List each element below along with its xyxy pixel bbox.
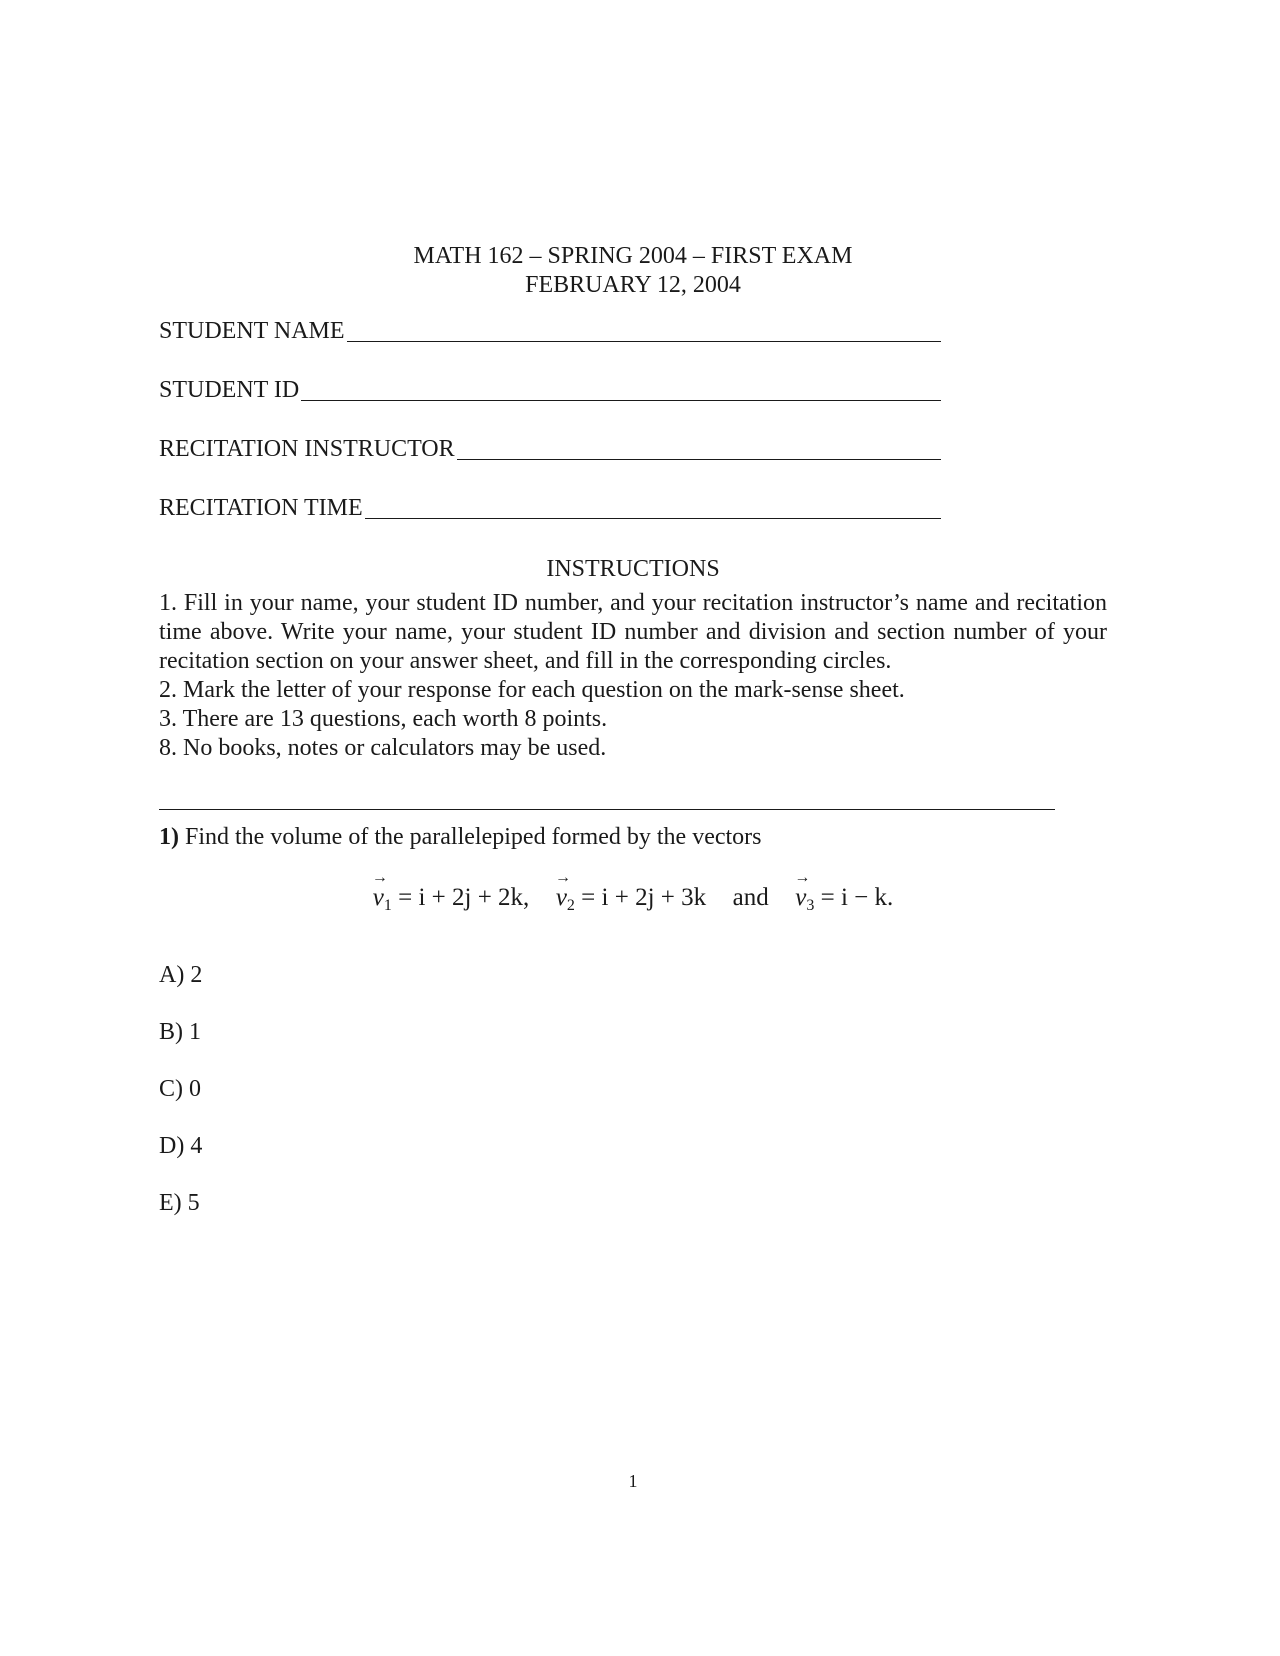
student-id-field (159, 377, 941, 404)
question-1 (159, 824, 1107, 851)
recitation-instructor-field (159, 436, 941, 463)
student-id-label: STUDENT ID (159, 377, 300, 403)
question-text: Find the volume of the parallelepiped formed by the vectors (185, 824, 762, 850)
choice-d: D) 4 (159, 1133, 203, 1159)
student-name-label: STUDENT NAME (159, 318, 345, 344)
equation-connector: and (732, 884, 769, 911)
student-name-input[interactable] (347, 319, 941, 342)
instructions-list (159, 589, 1107, 763)
v1-definition: = i + 2j + 2k, (398, 884, 530, 911)
vector-equation (0, 884, 1266, 915)
v3-symbol: → v (795, 884, 806, 912)
choice-c: C) 0 (159, 1076, 201, 1102)
choice-b: B) 1 (159, 1019, 201, 1045)
instruction-item: 3. There are 13 questions, each worth 8 points. (159, 706, 608, 732)
exam-title: MATH 162 – SPRING 2004 – FIRST EXAM (413, 243, 853, 269)
recitation-instructor-label: RECITATION INSTRUCTOR (159, 436, 455, 462)
section-divider (159, 809, 1055, 810)
instruction-item: 8. No books, notes or calculators may be used. (159, 735, 607, 761)
v2-subscript: 2 (566, 897, 575, 914)
choice-e: E) 5 (159, 1190, 200, 1216)
question-number: 1) (159, 824, 179, 850)
recitation-time-field (159, 495, 941, 522)
instructions-heading: INSTRUCTIONS (546, 556, 720, 582)
v2-symbol: → v (556, 884, 567, 912)
v1-subscript: 1 (383, 897, 392, 914)
exam-date: FEBRUARY 12, 2004 (525, 272, 741, 298)
recitation-time-label: RECITATION TIME (159, 495, 363, 521)
instruction-item: 2. Mark the letter of your response for each question on the mark-sense sheet. (159, 677, 905, 703)
recitation-instructor-input[interactable] (457, 437, 941, 460)
choice-a: A) 2 (159, 962, 203, 988)
student-id-input[interactable] (301, 378, 941, 401)
v3-subscript: 3 (806, 897, 815, 914)
v2-definition: = i + 2j + 3k (581, 884, 707, 911)
instruction-item: 1. Fill in your name, your student ID number, and your recitation instructor’s name and recitation time above. Write your name, your student ID number and division and section number of your recitation section on your answer sheet, and fill in the corresponding circles. (159, 590, 1107, 674)
student-name-field (159, 318, 941, 345)
v1-symbol: → v (373, 884, 384, 912)
page-number: 1 (628, 1471, 638, 1491)
recitation-time-input[interactable] (365, 496, 941, 519)
v3-definition: = i − k. (820, 884, 894, 911)
exam-title-block (0, 242, 1266, 300)
